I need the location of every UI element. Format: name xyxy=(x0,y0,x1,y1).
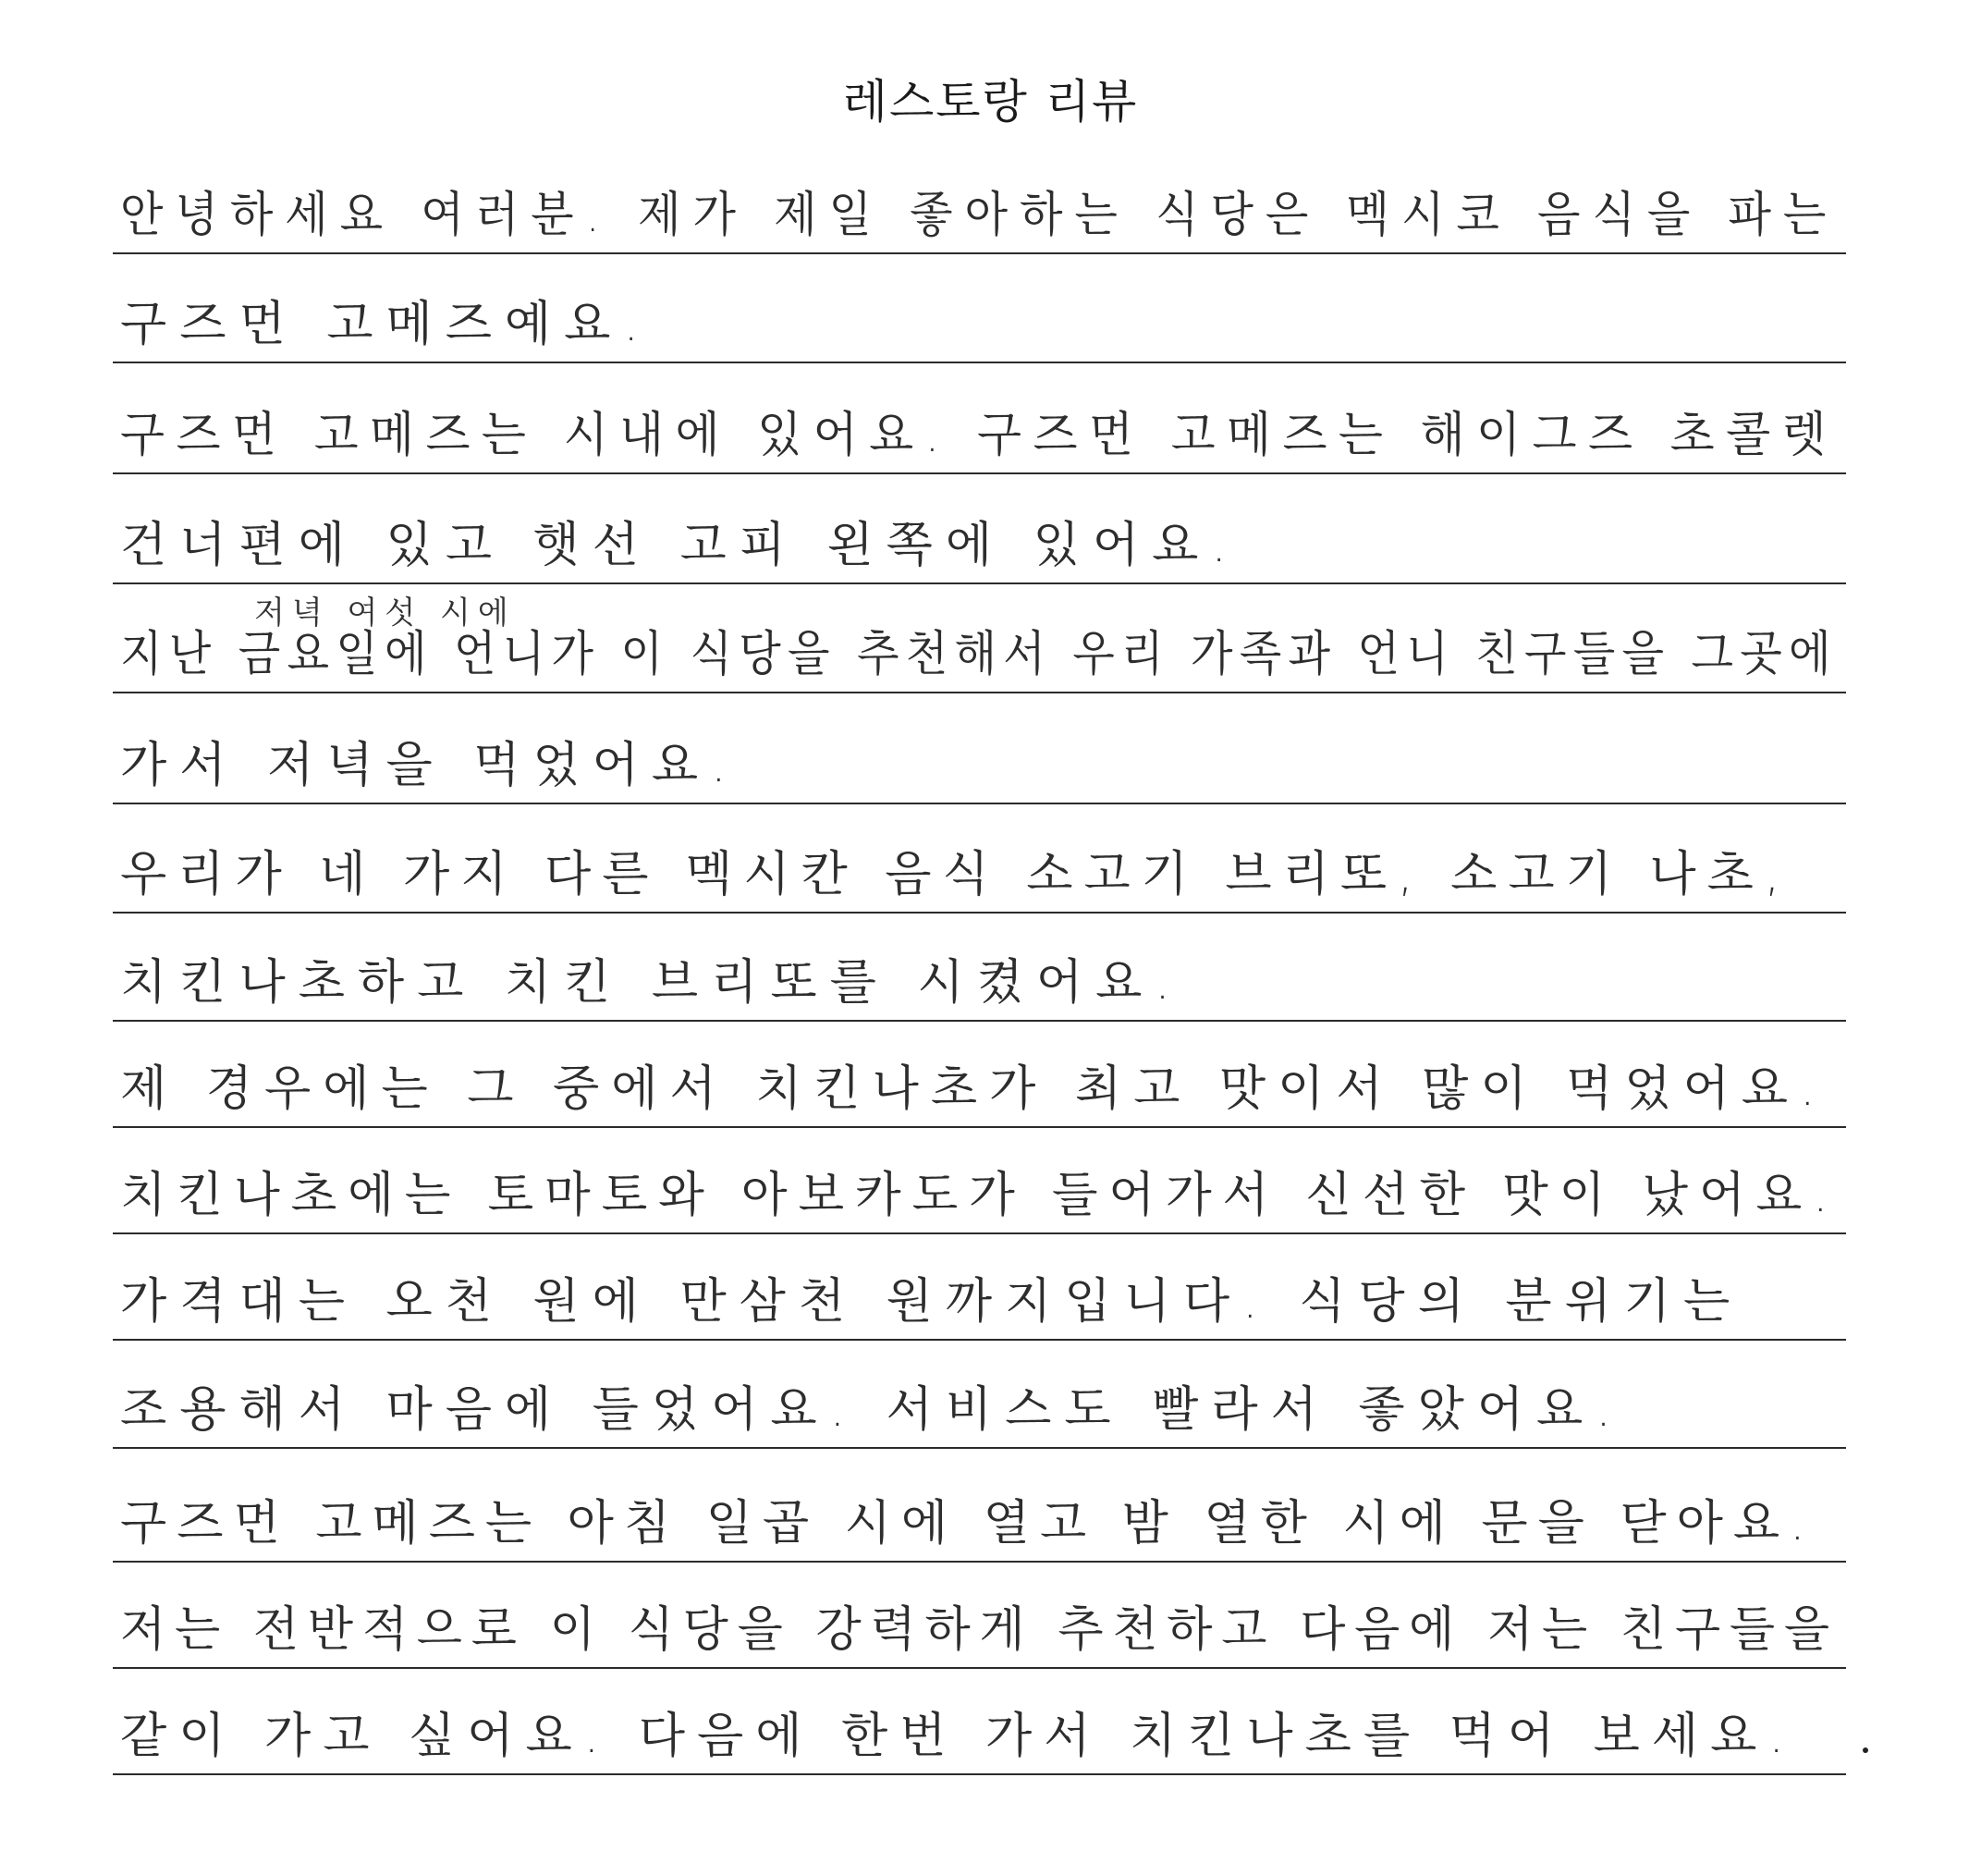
handwritten-text: 구즈먼 고메즈는 시내에 있어요. 구즈먼 고메즈는 해이그즈 초콜렛 xyxy=(120,408,1838,463)
ruled-line xyxy=(113,1773,1846,1775)
text-line-11 xyxy=(113,1230,1846,1341)
text-line-3 xyxy=(113,363,1846,474)
handwritten-text: 우리가 네 가지 다른 멕시칸 음식 소고기 브리또, 소고기 나초, xyxy=(120,847,1791,902)
handwritten-text: 저는 전반적으로 이 식당을 강력하게 추천하고 다음에 저는 친구들을 xyxy=(120,1602,1839,1658)
handwritten-text: 안녕하세요 여러분. 제가 제일 좋아하는 식당은 멕시코 음식을 파는 xyxy=(120,188,1839,243)
text-line-8 xyxy=(113,911,1846,1022)
handwritten-text: 제 경우에는 그 중에서 치킨나초가 최고 맛이서 많이 먹었어요. xyxy=(120,1061,1828,1117)
text-line-4 xyxy=(113,473,1846,584)
handwritten-text: 지난 금요일에 언니가 이 식당을 추천해서 우리 가족과 언니 친구들을 그곳에 xyxy=(120,627,1838,682)
handwritten-text: 건너편에 있고 햇선 고피 왼쪽에 있어요. xyxy=(120,518,1240,573)
page-title: 레스토랑 리뷰 xyxy=(842,75,1139,129)
handwritten-text: 가서 저녁을 먹었어요. xyxy=(120,738,740,793)
text-line-13 xyxy=(113,1452,1846,1563)
text-line-14 xyxy=(113,1558,1846,1669)
text-line-10 xyxy=(113,1123,1846,1234)
handwritten-text: 치킨나초하고 치킨 브리또를 시켰어요. xyxy=(120,955,1183,1011)
text-line-7 xyxy=(113,803,1846,913)
handwritten-text: 조용해서 마음에 들었어요. 서비스도 빨라서 좋았어요. xyxy=(120,1382,1624,1438)
handwritten-text: 같이 가고 싶어요. 다음에 한번 가서 치킨나초를 먹어 보세요. xyxy=(120,1709,1796,1764)
handwritten-text: 구즈먼 고메즈는 아침 일곱 시에 열고 밤 열한 시에 문을 닫아요. xyxy=(120,1496,1816,1551)
text-line-5 xyxy=(113,582,1846,693)
inserted-annotation: 저녁 여섯 시에 xyxy=(254,595,516,631)
text-line-12 xyxy=(113,1338,1846,1449)
handwritten-text: 치킨나초에는 토마토와 아보카도가 들어가서 신선한 맛이 났어요. xyxy=(120,1168,1840,1223)
text-line-15 xyxy=(113,1664,1846,1775)
text-line-1 xyxy=(113,143,1846,254)
stray-mark xyxy=(1863,1747,1868,1753)
text-line-2 xyxy=(113,252,1846,363)
handwritten-text: 구즈먼 고메즈예요. xyxy=(120,297,652,352)
handwritten-text: 가격대는 오천 원에 만삼천 원까지입니다. 식당의 분위기는 xyxy=(120,1274,1743,1330)
ruled-line xyxy=(113,1447,1846,1449)
text-line-9 xyxy=(113,1017,1846,1128)
text-line-6 xyxy=(113,693,1846,804)
